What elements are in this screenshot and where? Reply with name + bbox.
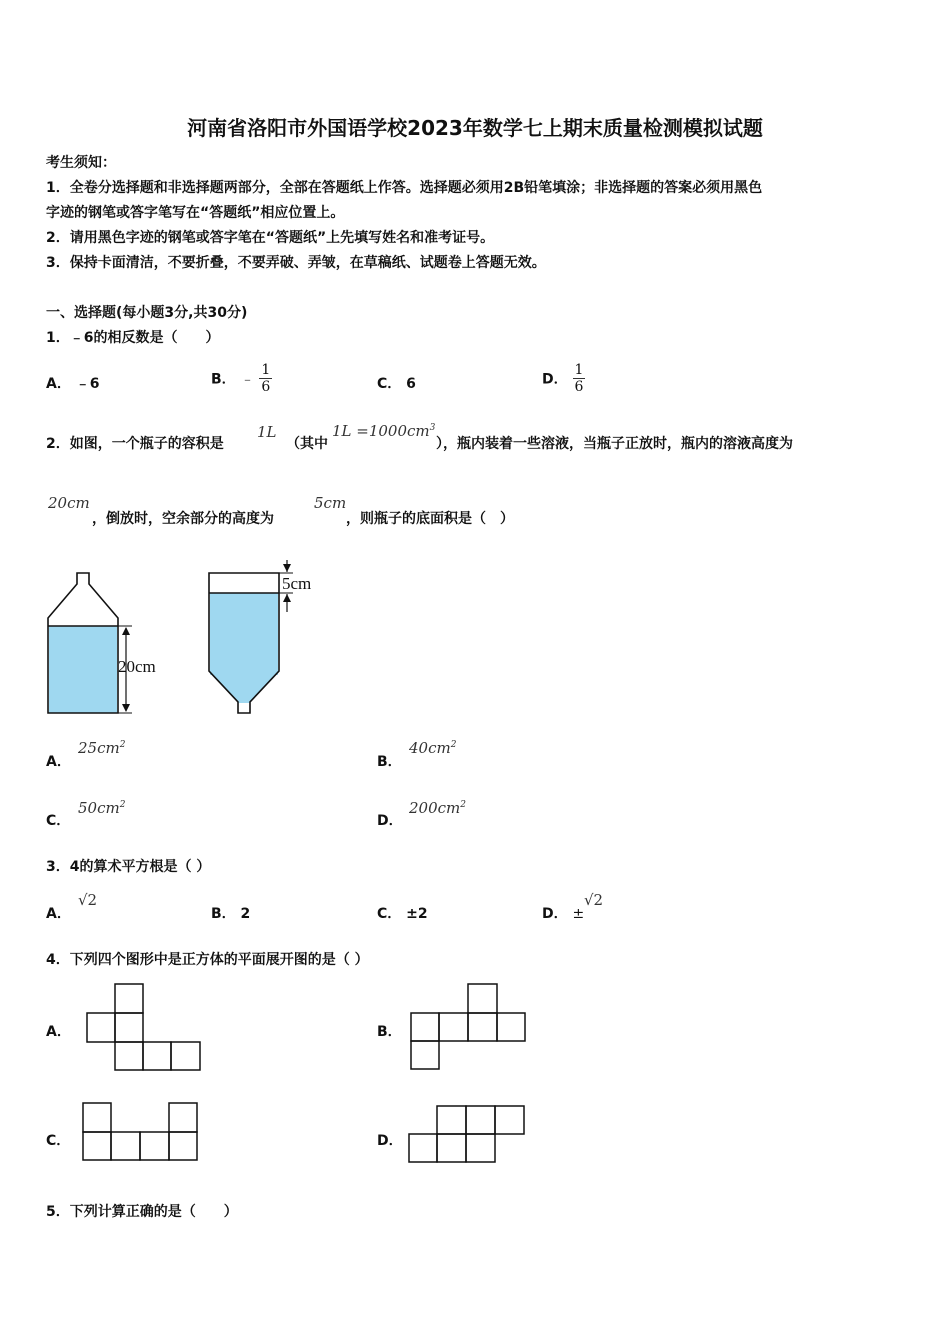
question-4-stem: 4．下列四个图形中是正方体的平面展开图的是（ ） bbox=[46, 952, 369, 968]
q2-option-a-label: A． bbox=[46, 754, 71, 770]
q2-height-upright: 20cm bbox=[48, 494, 90, 512]
q3-option-c bbox=[377, 903, 428, 923]
q1-option-d-label: D． bbox=[542, 371, 568, 388]
net-d-square bbox=[409, 1134, 437, 1162]
net-c-square bbox=[111, 1132, 140, 1160]
notice-heading: 考生须知： bbox=[46, 155, 116, 171]
net-b-square bbox=[468, 984, 497, 1013]
q2-option-d-exp: 2 bbox=[460, 800, 466, 810]
q2-option-b-text: 40cm bbox=[409, 739, 451, 757]
q1-option-c-label: C． bbox=[377, 376, 402, 392]
q1-option-a bbox=[46, 373, 99, 393]
q1-option-a-value: ﹣6 bbox=[75, 376, 100, 392]
q3-option-c-label: C． bbox=[377, 906, 402, 922]
q2-stem-part3: ），瓶内装着一些溶液，当瓶子正放时，瓶内的溶液高度为 bbox=[436, 436, 793, 452]
q2-option-c-value bbox=[78, 799, 125, 817]
q2-stem-part5: ，则瓶子的底面积是（ ） bbox=[346, 511, 514, 527]
q3-option-b-value: 2 bbox=[240, 906, 251, 922]
bottle-upright-figure bbox=[46, 572, 176, 717]
net-d-square bbox=[466, 1106, 495, 1134]
fig-label-20cm: 20cm bbox=[118, 657, 156, 676]
q4-option-b-net bbox=[410, 983, 530, 1075]
q2-option-d-value bbox=[409, 799, 466, 817]
q3-option-d-value: √2 bbox=[584, 891, 604, 909]
q2-equation-exponent: 3 bbox=[429, 423, 436, 433]
arrow-down-head bbox=[122, 704, 130, 712]
q3-option-a-label: A． bbox=[46, 906, 71, 922]
q1-option-d-fraction bbox=[573, 362, 586, 395]
q2-equation-text: 1L =1000cm bbox=[332, 422, 430, 440]
q2-stem-part2: （其中 bbox=[286, 436, 328, 452]
net-c-square bbox=[83, 1103, 111, 1132]
q1-option-b bbox=[211, 362, 272, 395]
q1-option-b-label: B． bbox=[211, 371, 236, 388]
notice-line-2: 2．请用黑色字迹的钢笔或答字笔在“答题纸”上先填写姓名和准考证号。 bbox=[46, 230, 495, 246]
q1-option-d bbox=[542, 362, 585, 395]
q3-option-b-label: B． bbox=[211, 906, 236, 922]
net-b-square bbox=[439, 1013, 468, 1041]
arrow-up-head bbox=[122, 627, 130, 635]
net-b-square bbox=[411, 1041, 439, 1069]
notice-line-1a: 1．全卷分选择题和非选择题两部分，全部在答题纸上作答。选择题必须用2B铅笔填涂；非选择题的答案必须用黑色 bbox=[46, 180, 763, 196]
bottle-inverted-liquid-body bbox=[210, 593, 278, 675]
net-d-square bbox=[495, 1106, 524, 1134]
q4-option-d-net bbox=[408, 1105, 530, 1169]
q2-option-b-value bbox=[409, 739, 456, 757]
q1-option-c-value: 6 bbox=[406, 376, 416, 392]
net-d-square bbox=[437, 1134, 466, 1162]
q1-option-d-denominator: 6 bbox=[574, 379, 584, 395]
net-a-square bbox=[143, 1042, 171, 1070]
q4-option-c-net bbox=[82, 1102, 204, 1166]
net-c-square bbox=[169, 1132, 197, 1160]
bottle-inverted-figure bbox=[207, 560, 337, 720]
net-d-square bbox=[437, 1106, 466, 1134]
q4-option-b-label: B． bbox=[377, 1024, 402, 1040]
q1-option-a-label: A． bbox=[46, 376, 71, 392]
q1-option-b-denominator: 6 bbox=[261, 379, 271, 395]
q1-option-c bbox=[377, 373, 416, 393]
q4-option-d-label: D． bbox=[377, 1133, 403, 1149]
net-c-square bbox=[140, 1132, 169, 1160]
q2-stem-part4: ，倒放时，空余部分的高度为 bbox=[92, 511, 274, 527]
net-d-square bbox=[466, 1134, 495, 1162]
net-a-square bbox=[171, 1042, 200, 1070]
net-c-square bbox=[169, 1103, 197, 1132]
question-1-stem: 1．﹣6的相反数是（ ） bbox=[46, 330, 220, 346]
q3-option-c-value: ±2 bbox=[406, 906, 428, 922]
q2-option-a-text: 25cm bbox=[78, 739, 120, 757]
q4-option-a-label: A． bbox=[46, 1024, 71, 1040]
q3-option-d-sign: ± bbox=[572, 906, 585, 922]
q2-stem-part1: 2．如图，一个瓶子的容积是 bbox=[46, 436, 224, 452]
notice-line-3: 3．保持卡面清洁，不要折叠，不要弄破、弄皱，在草稿纸、试题卷上答题无效。 bbox=[46, 255, 546, 271]
q2-option-c-label: C． bbox=[46, 813, 71, 829]
q2-option-c-exp: 2 bbox=[119, 800, 126, 810]
q4-option-a-net bbox=[86, 983, 206, 1075]
net-a-square bbox=[87, 1013, 115, 1042]
q1-option-b-sign: ﹣ bbox=[240, 371, 255, 388]
q2-option-a-exp: 2 bbox=[119, 740, 126, 750]
q1-option-b-numerator: 1 bbox=[261, 362, 271, 378]
bottle-upright-liquid bbox=[49, 626, 117, 713]
bottle-inverted-liquid-neck bbox=[210, 673, 278, 703]
q3-option-b bbox=[211, 903, 250, 923]
net-c-square bbox=[83, 1132, 111, 1160]
q2-option-c-text: 50cm bbox=[78, 799, 120, 817]
question-5-stem: 5．下列计算正确的是（ ） bbox=[46, 1204, 238, 1220]
q2-option-d-label: D． bbox=[377, 813, 403, 829]
fig-label-5cm: 5cm bbox=[282, 574, 312, 593]
net-a-square bbox=[115, 1013, 143, 1042]
q3-option-d-label: D． bbox=[542, 906, 568, 922]
net-a-square bbox=[115, 1042, 143, 1070]
section-heading: 一、选择题(每小题3分,共30分) bbox=[46, 305, 248, 321]
q2-volume: 1L bbox=[257, 423, 277, 441]
net-a-square bbox=[115, 984, 143, 1013]
net-b-square bbox=[468, 1013, 497, 1041]
arrow-down-head bbox=[283, 564, 291, 572]
arrow-up-head bbox=[283, 594, 291, 602]
q2-option-a-value bbox=[78, 739, 125, 757]
page-title: 河南省洛阳市外国语学校2023年数学七上期末质量检测模拟试题 bbox=[187, 116, 763, 140]
q4-option-c-label: C． bbox=[46, 1133, 71, 1149]
q2-option-b-label: B． bbox=[377, 754, 402, 770]
q2-option-d-text: 200cm bbox=[409, 799, 461, 817]
q1-option-d-numerator: 1 bbox=[574, 362, 584, 378]
q2-equation bbox=[332, 422, 435, 440]
notice-line-1b: 字迹的钢笔或答字笔写在“答题纸”相应位置上。 bbox=[46, 205, 345, 221]
net-b-square bbox=[411, 1013, 439, 1041]
q2-height-empty: 5cm bbox=[314, 494, 347, 512]
q3-option-a-value: √2 bbox=[78, 891, 98, 909]
net-b-square bbox=[497, 1013, 525, 1041]
q3-option-d bbox=[542, 903, 584, 923]
q1-option-b-fraction bbox=[259, 362, 272, 395]
question-3-stem: 3．4的算术平方根是（ ） bbox=[46, 859, 211, 875]
q2-option-b-exp: 2 bbox=[450, 740, 457, 750]
